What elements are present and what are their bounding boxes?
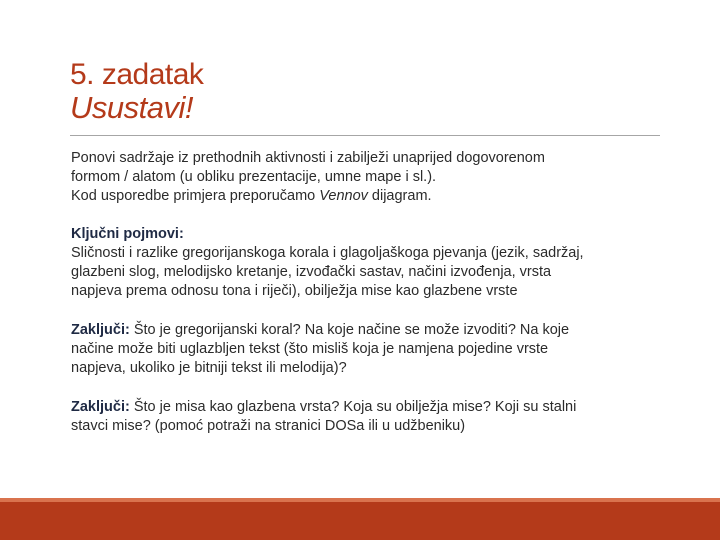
intro-line-1: Ponovi sadržaje iz prethodnih aktivnosti i zabilježi unaprijed dogovorenom	[71, 150, 545, 166]
intro-line-3-suffix: dijagram.	[367, 188, 432, 204]
vennov-term: Vennov	[319, 188, 368, 204]
title-divider	[70, 135, 660, 136]
conclusion-1-line-3: napjeva, ukoliko je bitniji tekst ili melodija)?	[71, 360, 347, 376]
intro-line-3	[71, 187, 661, 206]
slide-content	[71, 149, 661, 456]
conclusion-1-line-1	[71, 321, 661, 340]
conclusion-2-paragraph	[71, 398, 661, 436]
key-concepts-label: Ključni pojmovi:	[71, 226, 184, 242]
key-concepts-paragraph	[71, 225, 661, 301]
slide-subtitle: Usustavi!	[70, 90, 193, 125]
footer-accent-strip	[0, 498, 720, 502]
conclusion-2-line-2: stavci mise? (pomoć potraži na stranici DOSa ili u udžbeniku)	[71, 418, 466, 434]
conclusion-2-label: Zaključi:	[71, 399, 130, 415]
conclusion-2-line-1	[71, 398, 661, 417]
key-concepts-line-2: glazbeni slog, melodijsko kretanje, izvođački sastav, načini izvođenja, vrsta	[71, 264, 552, 280]
conclusion-1-line-2: načine može biti uglazbljen tekst (što misliš koja je namjena pojedine vrste	[71, 341, 549, 357]
intro-line-2: formom / alatom (u obliku prezentacije, umne mape i sl.).	[71, 169, 437, 185]
conclusion-1-paragraph	[71, 321, 661, 378]
key-concepts-line-1: Sličnosti i razlike gregorijanskoga korala i glagoljaškoga pjevanja (jezik, sadržaj,	[71, 245, 584, 261]
conclusion-1-label: Zaključi:	[71, 322, 130, 338]
conclusion-2-line-1-text: Što je misa kao glazbena vrsta? Koja su obilježja mise? Koji su stalni	[129, 399, 577, 415]
intro-paragraph	[71, 149, 661, 206]
conclusion-1-line-1-text: Što je gregorijanski koral? Na koje načine se može izvoditi? Na koje	[129, 322, 570, 338]
intro-line-3-prefix: Kod usporedbe primjera preporučamo	[71, 188, 320, 204]
footer-accent-bar	[0, 498, 720, 540]
key-concepts-line-3: napjeva prema odnosu tona i riječi), obilježja mise kao glazbene vrste	[71, 283, 518, 299]
slide-title: 5. zadatak	[70, 58, 204, 91]
title-block	[70, 58, 660, 124]
